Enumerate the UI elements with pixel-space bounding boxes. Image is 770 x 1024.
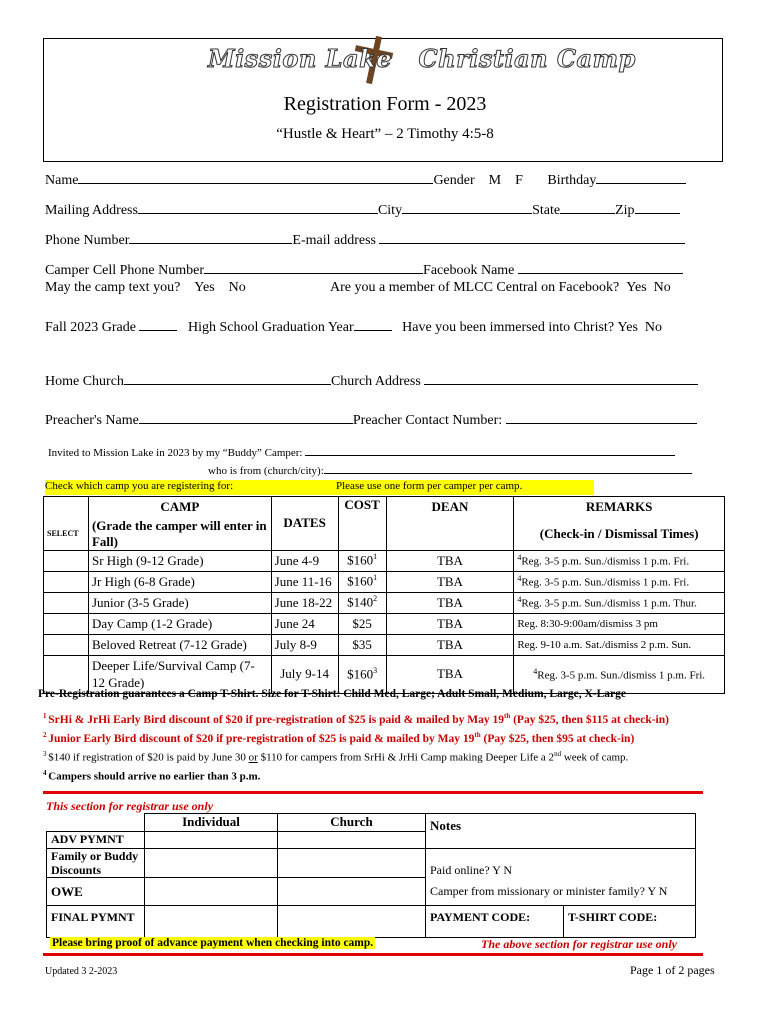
- camp-dean: TBA: [386, 571, 514, 592]
- invited-label: Invited to Mission Lake in 2023 by my “Buddy” Camper:: [48, 447, 303, 459]
- table-row: [44, 592, 725, 613]
- zip-label: Zip: [615, 203, 635, 218]
- select-box[interactable]: [44, 550, 89, 571]
- form-subtitle: “Hustle & Heart” – 2 Timothy 4:5-8: [276, 126, 494, 142]
- adv-pymnt-label: ADV PYMNT: [47, 832, 145, 849]
- church-address-field[interactable]: [424, 372, 698, 385]
- note-4: $^4$ Campers should arrive no earlier than 3 p.m.: [43, 769, 261, 783]
- preacher-field[interactable]: [139, 411, 353, 424]
- camp-remarks: $^4$Reg. 3-5 p.m. Sun./dismiss 1 p.m. Thur.: [514, 592, 725, 613]
- camp-remarks: $^4$Reg. 3-5 p.m. Sun./dismiss 1 p.m. Fri.: [514, 655, 725, 693]
- registrar-label: This section for registrar use only: [46, 799, 214, 813]
- remarks-note: (Check-in / Dismissal Times): [514, 518, 725, 551]
- select-box[interactable]: [44, 571, 89, 592]
- check-which-label: Check which camp you are registering for:: [45, 480, 234, 492]
- note-1: $^1$ SrHi & JrHi Early Bird discount of $20 if pre-registration of $25 is paid & mailed by May 19th (Pay $25, then $115 at check-in): [43, 712, 669, 726]
- camp-name: Day Camp (1-2 Grade): [88, 613, 271, 634]
- note-2: $^2$ Junior Early Bird discount of $20 if pre-registration of $25 is paid & mailed by May 19th (Pay $25, then $95 at check-in): [43, 731, 635, 745]
- gender-f[interactable]: F: [515, 173, 523, 188]
- select-box[interactable]: [44, 592, 89, 613]
- row-grade: [45, 318, 662, 336]
- camp-cost: $\$160^3$: [338, 655, 386, 693]
- phone-field[interactable]: [129, 231, 292, 244]
- camp-remarks: Reg. 8:30-9:00am/dismiss 3 pm: [514, 613, 725, 634]
- select-box[interactable]: [44, 634, 89, 655]
- camp-cost: $\$140^2$: [338, 592, 386, 613]
- camp-name: Jr High (6-8 Grade): [88, 571, 271, 592]
- camp-cost: $\$160^1$: [338, 571, 386, 592]
- email-label: E-mail address: [292, 233, 376, 248]
- preacher-contact-field[interactable]: [506, 411, 697, 424]
- camp-dean: TBA: [386, 550, 514, 571]
- final-church[interactable]: [278, 906, 426, 938]
- state-label: State: [532, 203, 561, 218]
- row-invited: [48, 446, 675, 459]
- zip-field[interactable]: [635, 201, 680, 214]
- table-row: [44, 550, 725, 571]
- camp-dates: July 9-14: [271, 655, 338, 693]
- camp-dean: TBA: [386, 613, 514, 634]
- paid-online[interactable]: Paid online? Y N: [426, 849, 696, 878]
- immersed-yes[interactable]: Yes: [617, 320, 638, 335]
- row-preacher: [45, 411, 697, 429]
- name-label: Name: [45, 173, 79, 188]
- updated-date: Updated 3 2-2023: [45, 966, 118, 977]
- camp-instructions: [45, 480, 594, 495]
- birthday-label: Birthday: [547, 173, 597, 188]
- hs-grad-field[interactable]: [354, 318, 392, 331]
- camp-dates: June 4-9: [271, 550, 338, 571]
- col-individual: Individual: [145, 814, 278, 832]
- text-question: May the camp text you?: [45, 280, 181, 295]
- mailing-label: Mailing Address: [45, 203, 138, 218]
- facebook-field[interactable]: [518, 261, 683, 274]
- tshirt-code[interactable]: T-SHIRT CODE:: [564, 906, 696, 938]
- birthday-field[interactable]: [596, 171, 686, 184]
- final-pymnt-label: FINAL PYMNT: [47, 906, 145, 938]
- camp-remarks: $^4$Reg. 3-5 p.m. Sun./dismiss 1 p.m. Fri.: [514, 571, 725, 592]
- who-from-field[interactable]: [324, 464, 692, 474]
- name-field[interactable]: [78, 171, 433, 184]
- family-church[interactable]: [278, 849, 426, 878]
- city-field[interactable]: [402, 201, 532, 214]
- hs-grad-label: High School Graduation Year: [187, 320, 354, 335]
- camp-name: Beloved Retreat (7-12 Grade): [88, 634, 271, 655]
- red-divider-top: [43, 791, 703, 794]
- preacher-contact-label: Preacher Contact Number:: [352, 413, 503, 428]
- table-row: [44, 634, 725, 655]
- form-title: Registration Form - 2023: [283, 93, 487, 115]
- mlcc-question: Are you a member of MLCC Central on Facebook?: [330, 280, 620, 295]
- row-phone: [45, 231, 685, 249]
- proof-note: Please bring proof of advance payment when checking into camp.: [52, 937, 374, 949]
- camp-remarks: $^4$Reg. 3-5 p.m. Sun./dismiss 1 p.m. Fri.: [514, 550, 725, 571]
- camp-table-header: [44, 497, 725, 518]
- header-cost: COST: [338, 497, 386, 551]
- church-address-label: Church Address: [330, 374, 421, 389]
- invited-field[interactable]: [305, 446, 675, 456]
- camp-table: [43, 496, 725, 694]
- select-header: SELECT: [44, 518, 89, 551]
- camp-remarks: Reg. 9-10 a.m. Sat./dismiss 2 p.m. Sun.: [514, 634, 725, 655]
- select-box[interactable]: [44, 613, 89, 634]
- grade-label: Fall 2023 Grade: [45, 320, 136, 335]
- camp-name: Deeper Life/Survival Camp (7-12 Grade): [88, 655, 271, 693]
- adv-church[interactable]: [278, 832, 426, 849]
- email-field[interactable]: [379, 231, 685, 244]
- camp-dates: June 11-16: [271, 571, 338, 592]
- camp-cost: $\$160^1$: [338, 550, 386, 571]
- above-section-note: The above section for registrar use only: [481, 937, 677, 951]
- payment-code[interactable]: PAYMENT CODE:: [426, 906, 564, 938]
- state-field[interactable]: [560, 201, 615, 214]
- gender-label: Gender: [433, 173, 475, 188]
- row-text: [45, 280, 246, 296]
- row-name: [45, 171, 686, 189]
- one-form-label: Please use one form per camper per camp.: [336, 480, 523, 492]
- immersed-no[interactable]: No: [644, 320, 663, 335]
- camp-dean: TBA: [386, 655, 514, 693]
- tshirt-note: Pre-Registration guarantees a Camp T-Shirt. Size for T-Shirt: Child Med, Large; Adult Small, Medium, Large, X-Large: [38, 688, 626, 700]
- facebook-label: Facebook Name: [423, 263, 515, 278]
- owe-church[interactable]: [278, 878, 426, 906]
- logo-left: Mission Lake: [208, 44, 392, 73]
- camp-cost: $25: [338, 613, 386, 634]
- grade-field[interactable]: [139, 318, 177, 331]
- camp-name: Sr High (9-12 Grade): [88, 550, 271, 571]
- row-who-from: [208, 464, 692, 477]
- camp-name: Junior (3-5 Grade): [88, 592, 271, 613]
- final-individual[interactable]: [145, 906, 278, 938]
- row-church: [45, 372, 698, 390]
- mlcc-no[interactable]: No: [653, 280, 671, 295]
- family-label: Family or Buddy Discounts: [47, 849, 145, 878]
- camp-dean: TBA: [386, 592, 514, 613]
- camp-dean: TBA: [386, 634, 514, 655]
- gender-m[interactable]: M: [488, 173, 502, 188]
- mailing-field[interactable]: [138, 201, 378, 214]
- phone-label: Phone Number: [45, 233, 130, 248]
- red-divider-bottom: [43, 953, 703, 956]
- owe-individual[interactable]: [145, 878, 278, 906]
- logo-right: Christian Camp: [418, 44, 636, 73]
- city-label: City: [377, 203, 403, 218]
- mlcc-yes[interactable]: Yes: [626, 280, 647, 295]
- camp-cost: $35: [338, 634, 386, 655]
- table-row: [44, 613, 725, 634]
- page-number: Page 1 of 2 pages: [630, 963, 715, 977]
- text-no[interactable]: No: [228, 280, 246, 295]
- who-from-label: who is from (church/city):: [208, 465, 324, 477]
- header-remarks: REMARKS: [514, 497, 725, 518]
- row-cell: [45, 261, 683, 279]
- adv-individual[interactable]: [145, 832, 278, 849]
- header-dean: DEAN: [386, 497, 514, 518]
- camp-dates: July 8-9: [271, 634, 338, 655]
- note-3: $^3$ $140 if registration of $20 is paid by June 30 or $110 for campers from SrHi & JrHi Camp making Deeper Life a 2nd week of camp.: [43, 750, 629, 764]
- logo: [208, 44, 636, 73]
- text-yes[interactable]: Yes: [194, 280, 215, 295]
- owe-label: OWE: [47, 878, 145, 906]
- cell-label: Camper Cell Phone Number: [45, 263, 205, 278]
- col-church: Church: [278, 814, 426, 832]
- header-dates: DATES: [271, 497, 338, 551]
- header-camp: CAMP: [88, 497, 271, 518]
- family-individual[interactable]: [145, 849, 278, 878]
- cell-field[interactable]: [204, 261, 423, 274]
- row-address: [45, 201, 680, 219]
- home-church-label: Home Church: [45, 374, 124, 389]
- home-church-field[interactable]: [124, 372, 331, 385]
- immersed-label: Have you been immersed into Christ?: [402, 320, 615, 335]
- registrar-table: [46, 813, 696, 938]
- grade-note: (Grade the camper will enter in Fall): [88, 518, 271, 551]
- row-mlcc: [330, 280, 671, 296]
- camp-dates: June 24: [271, 613, 338, 634]
- camp-dates: June 18-22: [271, 592, 338, 613]
- missionary-question[interactable]: Camper from missionary or minister family? Y N: [426, 878, 696, 906]
- table-row: [44, 571, 725, 592]
- preacher-label: Preacher's Name: [45, 413, 139, 428]
- notes-label: Notes: [426, 814, 696, 849]
